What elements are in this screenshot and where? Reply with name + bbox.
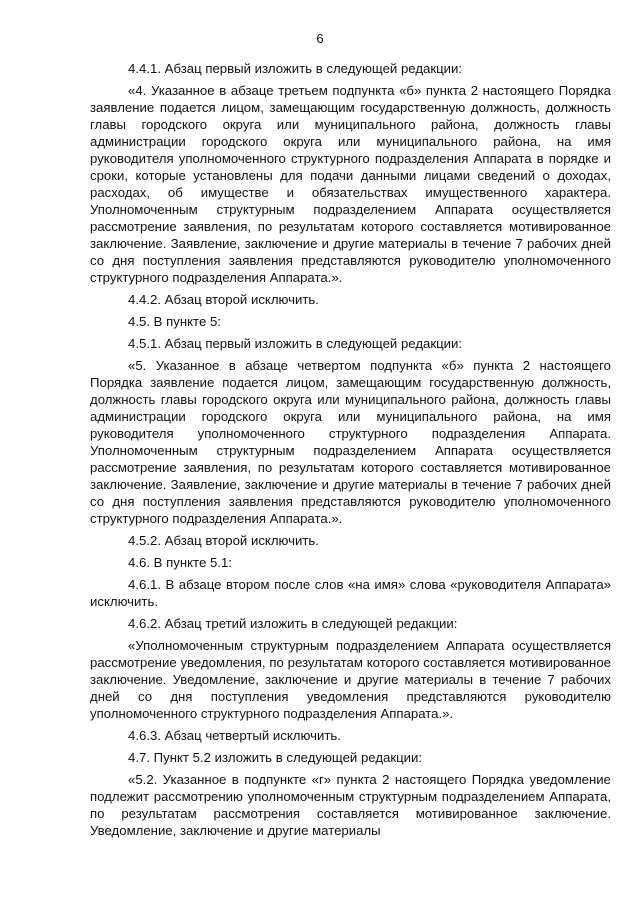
paragraph-quote-5: «5. Указанное в абзаце четвертом подпункта «б» пункта 2 настоящего Порядка заявление подается лицом, замещающим государственную должность, должность главы городского округа или муниципального района, должность главы администрации городского округа или муниципального района, на имя руководителя уполномоченного структурного подразделения Аппарата. Уполномоченным структурным подразделением Аппарата осуществляется рассмотрение заявления, по результатам которого составляется мотивированное заключение. Заявление, заключение и другие материалы в течение 7 рабочих дней со дня поступления заявления представляются руководителю уполномоченного структурного подразделения Аппарата.». [90, 358, 611, 526]
paragraph-4-6-3: 4.6.3. Абзац четвертый исключить. [128, 728, 341, 743]
paragraph-4-5-2: 4.5.2. Абзац второй исключить. [128, 533, 319, 548]
paragraph-quote-notice: «Уполномоченным структурным подразделением Аппарата осуществляется рассмотрение уведомления, по результатам которого составляется мотивированное заключение. Уведомление, заключение и другие материалы в течение 7 рабочих дней со дня поступления уведомления представляются руководителю уполномоченного структурного подразделения Аппарата.». [90, 638, 611, 721]
paragraph-4-6: 4.6. В пункте 5.1: [128, 555, 232, 570]
paragraph-4-5: 4.5. В пункте 5: [128, 314, 221, 329]
paragraph-4-4-2: 4.4.2. Абзац второй исключить. [128, 292, 319, 307]
paragraph-quote-5-2: «5.2. Указанное в подпункте «г» пункта 2 настоящего Порядка уведомление подлежит рассмотрению уполномоченным структурным подразделением Аппарата, по результатам рассмотрения составляется мотивированное заключение. Уведомление, заключение и другие материалы [90, 772, 611, 838]
paragraph-4-5-1: 4.5.1. Абзац первый изложить в следующей редакции: [128, 336, 463, 351]
paragraph-4-4-1: 4.4.1. Абзац первый изложить в следующей редакции: [128, 61, 463, 76]
paragraph-4-7: 4.7. Пункт 5.2 изложить в следующей редакции: [128, 750, 423, 765]
paragraph-quote-4: «4. Указанное в абзаце третьем подпункта «б» пункта 2 настоящего Порядка заявление подается лицом, замещающим государственную должность, должность главы городского округа или муниципального района, должность главы администрации городского округа или муниципального района, на имя руководителя уполномоченного структурного подразделения Аппарата в порядке и сроки, которые установлены для подачи данными лицами сведений о доходах, расходах, об имуществе и обязательствах имущественного характера. Уполномоченным структурным подразделением Аппарата осуществляется рассмотрение заявления, по результатам которого составляется мотивированное заключение. Заявление, заключение и другие материалы в течение 7 рабочих дней со дня поступления заявления представляются руководителю уполномоченного структурного подразделения Аппарата.». [90, 83, 611, 285]
paragraph-4-6-2: 4.6.2. Абзац третий изложить в следующей редакции: [128, 616, 458, 631]
document-body [90, 60, 611, 843]
page-number: 6 [316, 31, 324, 46]
paragraph-4-6-1: 4.6.1. В абзаце втором после слов «на имя» слова «руководителя Аппарата» исключить. [90, 577, 611, 609]
